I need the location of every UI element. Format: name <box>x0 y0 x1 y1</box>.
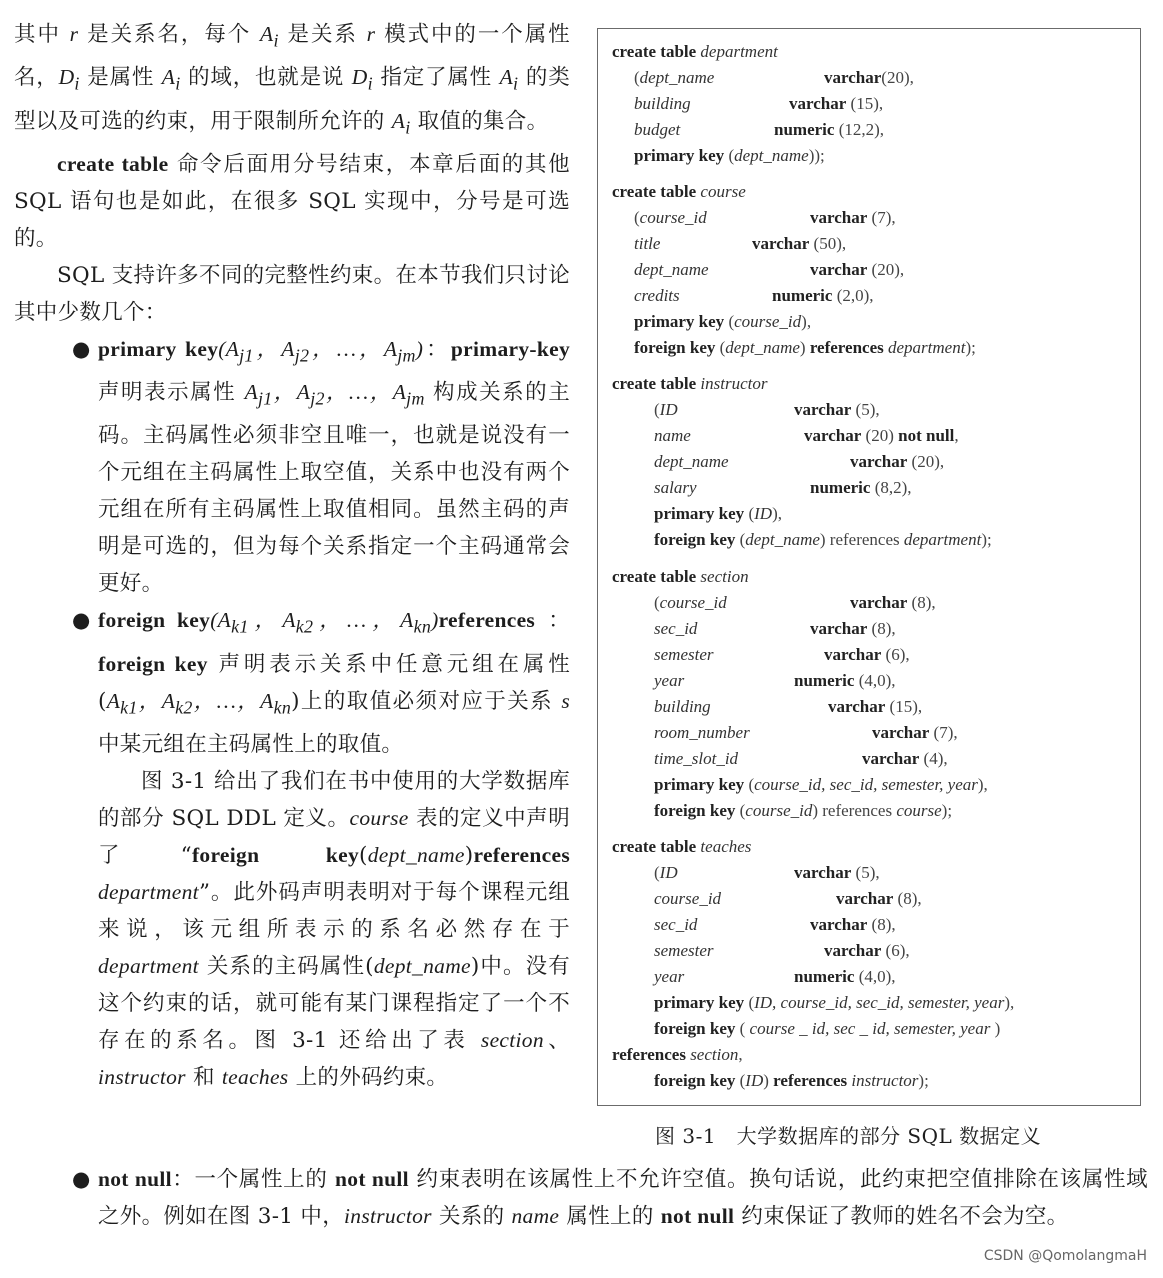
bullet-foreign-key: ● foreign $key(A_{k1}$，$A_{k2}$，…，$A_{kn})references$ ：foreign key 声明表示关系中任意元组在属性($A_{k1}$，$A_{k2}$，…，$A_{kn}$)上的取值必须对应于关系 s 中某元组在主码属性上的取值。 图 3-1 给出了我们在书中使用的大学数据库的部分 SQL DDL 定义。course 表的定义中声明了“foreign key(dept_name)references department”。此外码声明表明对于每个课程元组来说，该元组所表示的系名必然存在于 department 关系的主码属性(dept_name)中。没有这个约束的话，就可能有某门课程指定了一个不存在的系名。图 3-1 还给出了表 section、instructor 和 teaches 上的外码约束。 <box>14 602 570 1096</box>
sql-line: foreign key (dept_name) references department); <box>634 338 976 357</box>
left-column <box>14 16 570 1096</box>
sql-line: name varchar (20) not null, <box>654 426 959 445</box>
sql-line: room_number varchar (7), <box>654 723 958 742</box>
bullet-not-null: ● not null：一个属性上的 not null 约束表明在该属性上不允许空值。换句话说，此约束把空值排除在该属性域之外。例如在图 3-1 中，instructor 关系的 name 属性上的 not null 约束保证了教师的姓名不会为空。 <box>14 1161 1148 1235</box>
sql-line: dept_name varchar (20), <box>634 260 905 279</box>
sql-line: course_id varchar (8), <box>654 889 922 908</box>
bullet-dot: ● <box>72 1167 91 1191</box>
sql-line: salary numeric (8,2), <box>654 478 912 497</box>
paragraph-relation-definition: 其中 r 是关系名，每个 $A_i$ 是关系 r 模式中的一个属性名，$D_i$ 是属性 $A_i$ 的域，也就是说 $D_i$ 指定了属性 $A_i$ 的类型以及可选的约束，用于限制所允许的 $A_i$ 取值的集合。 <box>14 22 570 137</box>
sql-line: foreign key ( course _ id, sec _ id, semester, year ) <box>654 1019 1001 1038</box>
sql-line: dept_name varchar (20), <box>654 452 945 471</box>
sql-line: budget numeric (12,2), <box>634 120 885 139</box>
sql-line: primary key (ID), <box>654 504 782 523</box>
figure-3-1-sql-ddl <box>597 28 1141 1106</box>
sql-line: create table course <box>612 182 746 201</box>
sql-line: semester varchar (6), <box>654 645 910 664</box>
sql-line: references section, <box>612 1045 743 1064</box>
sql-line: building varchar (15), <box>654 697 923 716</box>
sql-line: foreign key (dept_name) references department); <box>654 530 992 549</box>
paragraph-figure-reference: 图 3-1 给出了我们在书中使用的大学数据库的部分 SQL DDL 定义。course 表的定义中声明了“foreign key(dept_name)references department”。此外码声明表明对于每个课程元组来说，该元组所表示的系名必然存在于 department 关系的主码属性(dept_name)中。没有这个约束的话，就可能有某门课程指定了一个不存在的系名。图 3-1 还给出了表 section、instructor 和 teaches 上的外码约束。 <box>98 769 570 1091</box>
sql-line: semester varchar (6), <box>654 941 910 960</box>
sql-line: building varchar (15), <box>634 94 884 113</box>
sql-line: primary key (dept_name)); <box>634 146 825 165</box>
csdn-watermark: CSDN @QomolangmaH <box>983 1248 1147 1264</box>
sql-line: create table section <box>612 567 749 586</box>
bullet-dot: ● <box>72 608 91 633</box>
sql-line: create table teaches <box>612 837 752 856</box>
sql-line: create table department <box>612 42 778 61</box>
sql-line: (course_id varchar (8), <box>654 593 936 612</box>
sql-line: credits numeric (2,0), <box>634 286 874 305</box>
paragraph-create-table-semicolon: create table 命令后面用分号结束，本章后面的其他 SQL 语句也是如此，在很多 SQL 实现中，分号是可选的。 <box>14 151 570 251</box>
figure-caption: 图 3-1 大学数据库的部分 SQL 数据定义 <box>655 1124 1042 1148</box>
sql-line: (ID varchar (5), <box>654 863 880 882</box>
sql-line: title varchar (50), <box>634 234 847 253</box>
sql-line: foreign key (ID) references instructor); <box>654 1071 929 1090</box>
sql-line: create table instructor <box>612 374 768 393</box>
sql-line: foreign key (course_id) references course); <box>654 801 953 820</box>
bullet-dot: ● <box>72 336 91 361</box>
sql-line: year numeric (4,0), <box>654 671 896 690</box>
sql-line: (course_id varchar (7), <box>634 208 896 227</box>
paragraph-integrity-constraints: SQL 支持许多不同的完整性约束。在本节我们只讨论其中少数几个： <box>14 262 570 325</box>
sql-line: primary key (ID, course_id, sec_id, semester, year), <box>654 993 1015 1012</box>
sql-line: sec_id varchar (8), <box>654 915 896 934</box>
sql-line: (dept_name varchar(20), <box>634 68 914 87</box>
sql-line: time_slot_id varchar (4), <box>654 749 948 768</box>
sql-line: sec_id varchar (8), <box>654 619 896 638</box>
sql-line: primary key (course_id, sec_id, semester, year), <box>654 775 988 794</box>
sql-line: (ID varchar (5), <box>654 400 880 419</box>
bullet-primary-key: ● primary $key(A_{j1}$，$A_{j2}$，…，$A_{jm}$)：primary-key 声明表示属性 $A_{j1}$，$A_{j2}$，…，$A_{jm}$ 构成关系的主码。主码属性必须非空且唯一，也就是说没有一个元组在主码属性上取空值，关系中也没有两个元组在所有主码属性上取值相同。虽然主码的声明是可选的，但为每个关系指定一个主码通常会更好。 <box>14 331 570 603</box>
sql-line: primary key (course_id), <box>634 312 812 331</box>
sql-line: year numeric (4,0), <box>654 967 896 986</box>
